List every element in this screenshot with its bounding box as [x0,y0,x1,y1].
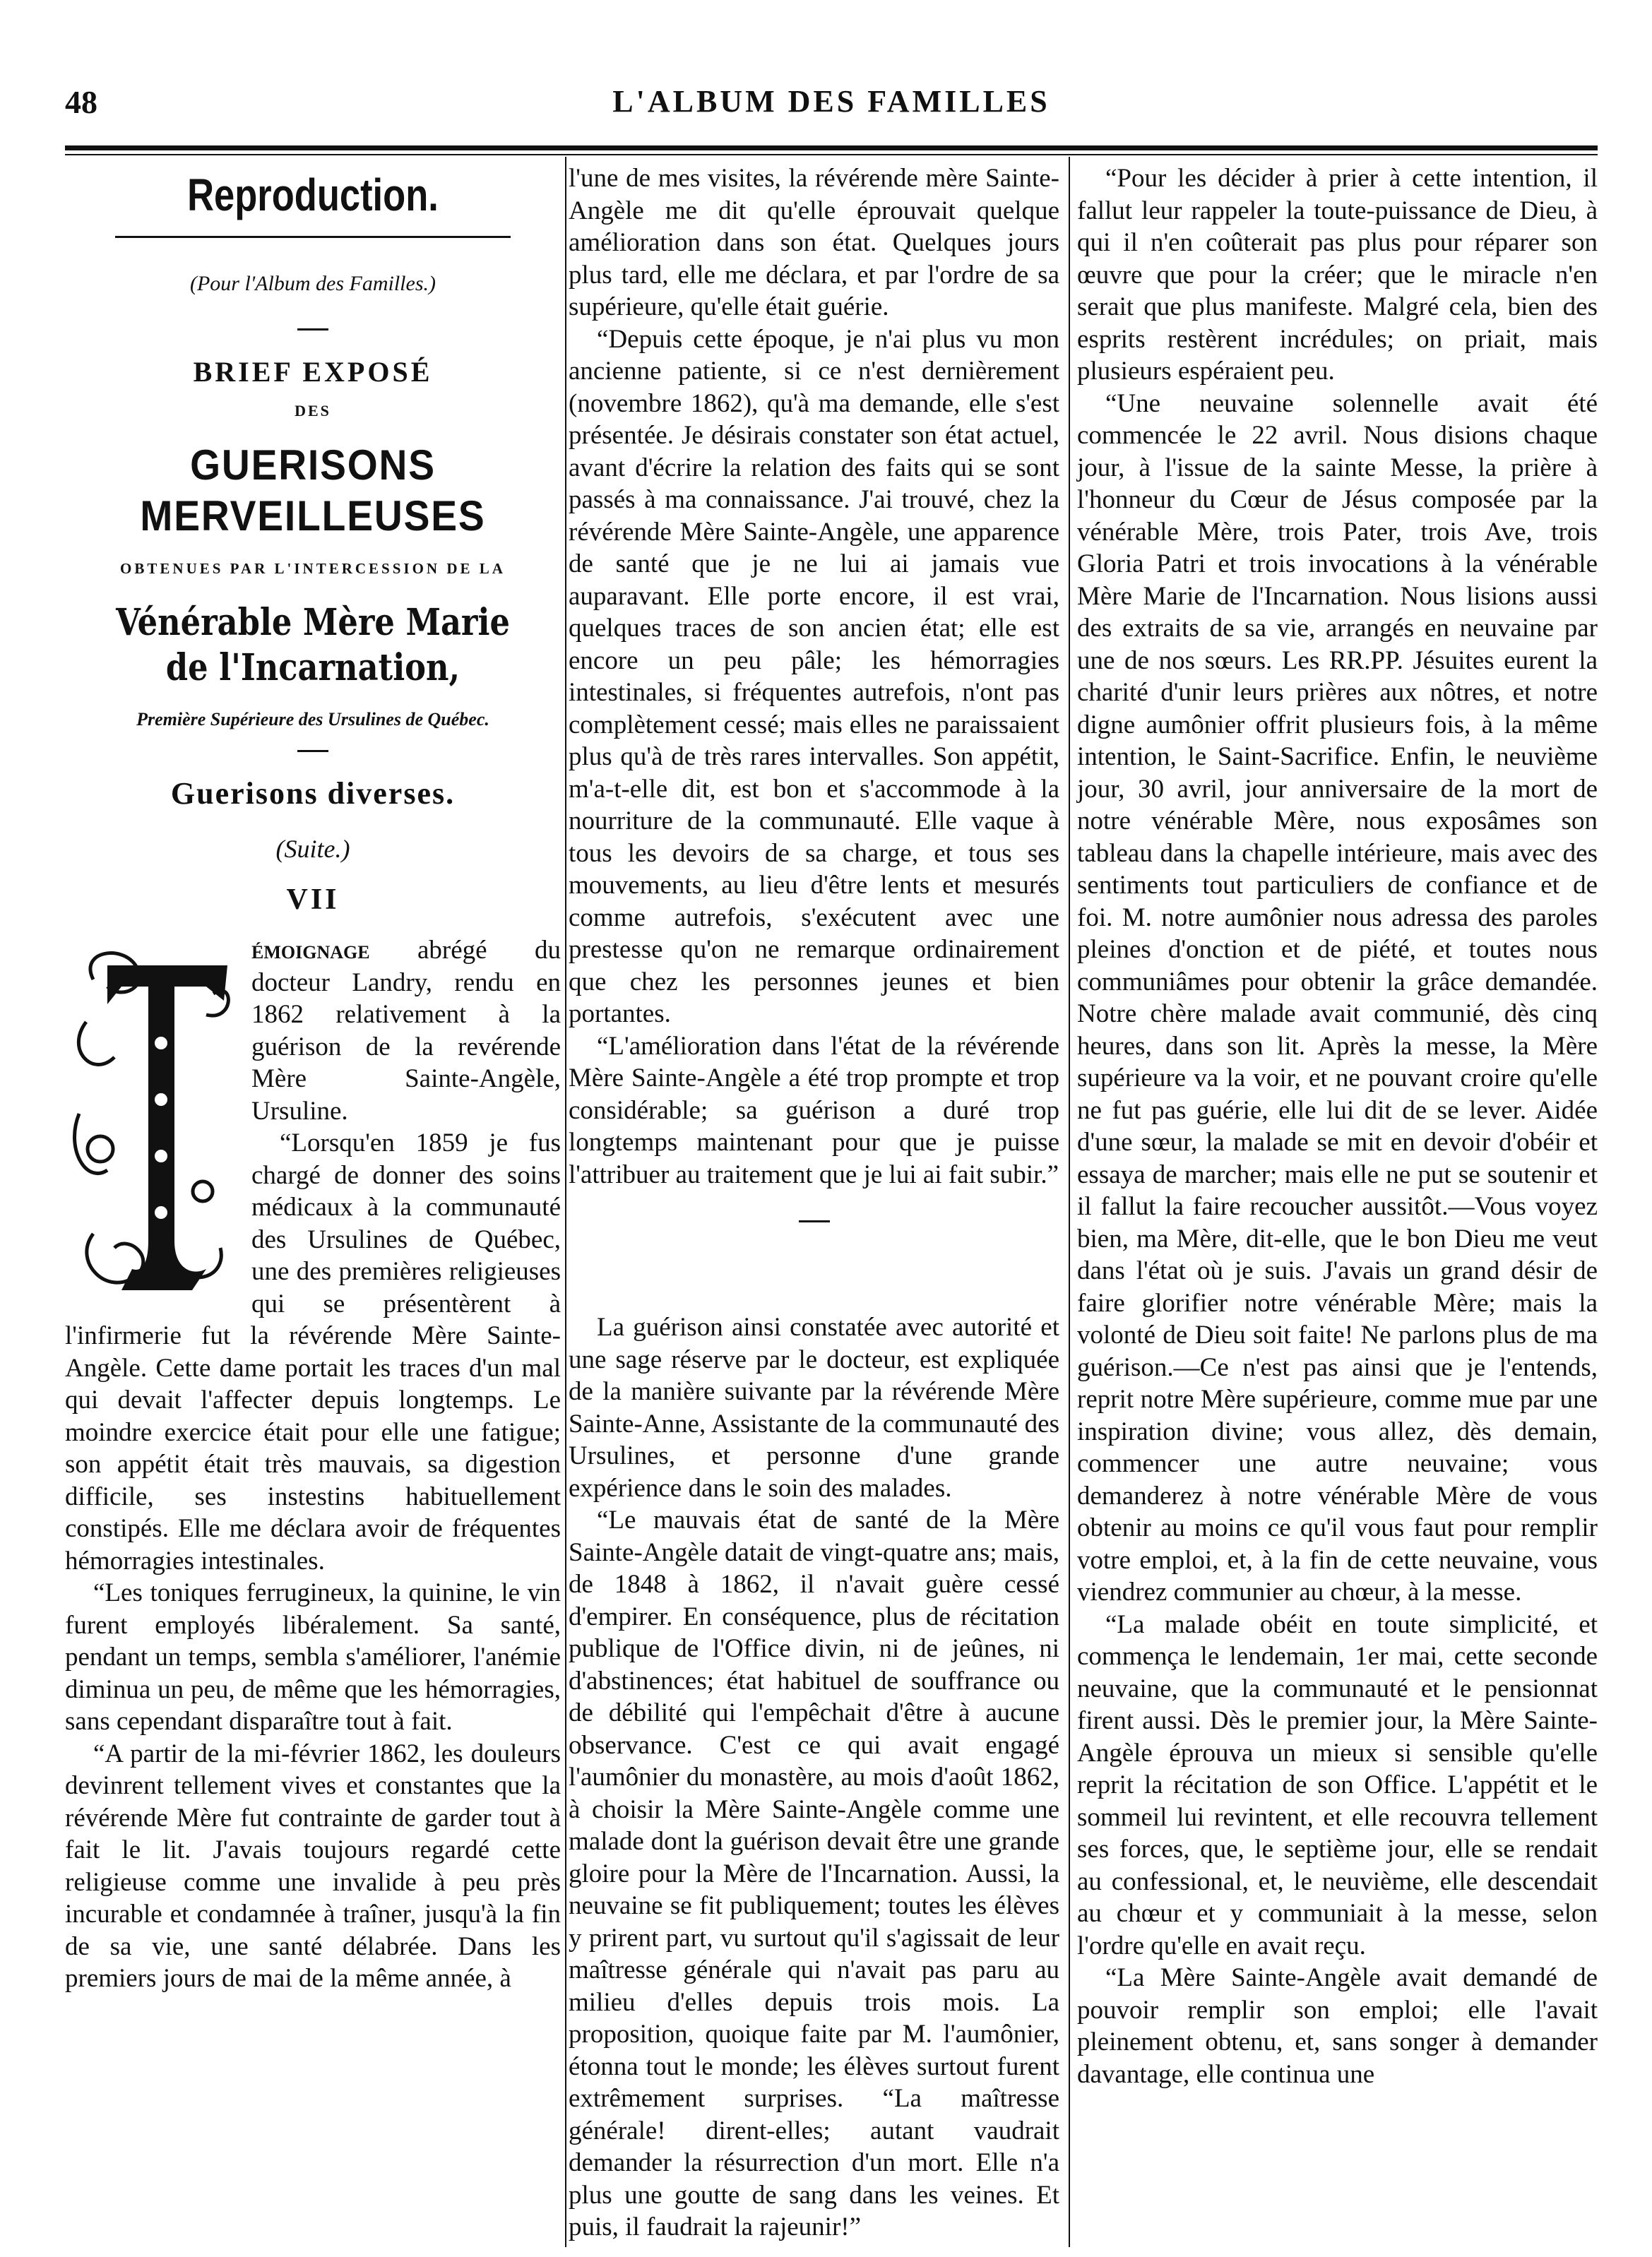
body-paragraph: “Une neuvaine solennelle avait été commencée le 22 avril. Nous disions chaque jour, à l'issue de la sainte Messe, la prière à l'honneur du Cœur de Jésus composée par la vénérable Mère, trois Pater, trois Ave, trois Gloria Patri et trois invocations à la vénérable Mère Marie de l'Incarnation. Nous lisions aussi des extraits de sa vie, arrangés en neuvaine par une de nos sœurs. Les RR.PP. Jésuites eurent la charité d'unir leurs prières aux nôtres, et notre digne aumônier offrit plusieurs fois, à la même intention, le Saint-Sacrifice. Enfin, le neuvième jour, 30 avril, jour anniversaire de la mort de notre vénérable Mère, nous exposâmes son tableau dans la chapelle intérieure, mais avec des sentiments tout particuliers de confiance et de foi. M. notre aumônier nous adressa des paroles pleines d'onction et de piété, et toutes nous communiâmes pour obtenir la grâce demandée. Notre chère malade avait communié, dès cinq heures, dans son lit. Après la messe, la Mère supérieure va la voir, et ne pouvant croire qu'elle ne fut pas guérie, elle lui dit de se lever. Aidée d'une sœur, la malade se mit en devoir d'obéir et essaya de marcher; mais elle ne put se soutenir et il fallut la faire recoucher aussitôt.—Vous voyez bien, ma Mère, dit-elle, que le bon Dieu me veut dans l'état où je suis. J'avais un grand désir de faire glorifier notre vénérable Mère; mais la volonté de Dieu soit faite! Ne parlons plus de ma guérison.—Ce n'est pas ainsi que je l'entends, reprit notre Mère supérieure, comme mue par une inspiration divine; vous allez, dès demain, commencer une autre neuvaine; vous demanderez à notre vénérable Mère de vous obtenir au moins ce qu'il vous faut pour remplir votre emploi, et, à la fin de cette neuvaine, vous viendrez communier au chœur, à la messe. [1077,388,1598,1607]
separator-dash [297,328,328,330]
body-paragraph: “La malade obéit en toute simplicité, et commença le lendemain, 1er mai, cette seconde neuvaine, que la communauté et le pensionnat firent aussi. Dès le premier jour, la Mère Sainte-Angèle éprouva un mieux si sensible qu'elle reprit la récitation de son Office. L'appétit et le sommeil lui revintent, et elle recouvra tellement ses forces, que, le septième jour, elle se rendait au confessional, et, le neuvième, elle descendait au chœur et y communiait à la messe, selon l'ordre qu'elle en avait reçu. [1077,1609,1598,1960]
column-divider [1069,157,1070,2247]
premiere-superieure-heading: Première Supérieure des Ursulines de Québec. [136,709,489,729]
source-note: (Pour l'Album des Familles.) [189,272,436,295]
suite-label: (Suite.) [275,835,350,863]
brief-expose-heading: BRIEF EXPOSÉ [193,355,433,388]
header-rule-thin [65,154,1598,155]
body-paragraph: “L'amélioration dans l'état de la révérende Mère Sainte-Angèle a été trop prompte et trop considérable; sa guérison a duré trop longtemps maintenant pour que je puisse l'attribuer au traitement que je lui ai fait subir.” [569,1031,1059,1189]
body-paragraph: “La Mère Sainte-Angèle avait demandé de pouvoir remplir son emploi; elle l'avait pleinement obtenu, et, sans songer à demander davantage, elle continua une [1077,1963,1598,2089]
body-paragraph: La guérison ainsi constatée avec autorité et une sage réserve par le docteur, est expliquée de la manière suivante par la révérende Mère Sainte-Anne, Assistante de la communauté des Ursulines, et personne d'une grande expérience dans le soin des malades. [569,1313,1059,1503]
title-rule [115,236,511,238]
header-rule [65,145,1598,150]
separator-dash [297,750,328,752]
intro-smallcaps: émoignage [251,936,370,965]
body-paragraph: “Depuis cette époque, je n'ai plus vu mon ancienne patiente, si ce n'est dernièrement (novembre 1862), qu'à ma demande, elle s'est présentée. Je désirais constater son état actuel, avant d'écrire la relation des faits qui se sont passés à ma connaissance. J'ai trouvé, chez la révérende Mère Sainte-Angèle, une apparence de santé que je ne lui ai jamais vue auparavant. Elle porte encore, il est vrai, quelques traces de son ancien état; elle est encore un peu pâle; les hémorragies intestinales, si fréquentes autrefois, n'ont pas complètement cessé; mais elles ne paraissaient plus qu'à de très rares intervalles. Son appétit, m'a-t-elle dit, est bon et s'accommode à la nourriture de la communauté. Elle vaque à tous les devoirs de sa charge, et tous ses mouvements, au lieu d'être lents et mesurés comme autrefois, s'exécutent avec une prestesse qu'on ne remarque ordinairement que chez les personnes jeunes et bien portantes. [569,324,1059,1028]
body-paragraph: “A partir de la mi-février 1862, les douleurs devinrent tellement vives et constantes que la révérende Mère fut contrainte de garder tout à fait le lit. J'avais toujours regardé cette religieuse comme une invalide à peu près incurable et condamnée à traîner, jusqu'à la fin de sa vie, une santé délabrée. Dans les premiers jours de mai de la même année, à [65,1739,561,1993]
section-title: Reproduction. [187,169,439,220]
body-paragraph: “Les toniques ferrugineux, la quinine, le vin furent employés libéralement. Sa santé, pendant un temps, sembla s'améliorer, l'anémie diminua un peu, de même que les hémorragies, sans cependant disparaître tout à fait. [65,1578,561,1736]
body-paragraph: “Lorsqu'en 1859 je fus chargé de donner des soins médicaux à la communauté des Ursulines de Québec, une des premières religieuses qui se présentèrent à l'infirmerie fut la révérende Mère Sainte-Angèle. Cette dame portait les traces d'un mal qui devait l'affecter depuis longtemps. Le moindre exercice était pour elle une fatigue; son appétit était très mauvais, sa digestion difficile, ses instestins habituellement constipés. Elle me déclara avoir de fréquentes hémorragies intestinales. [65,1128,561,1576]
spacer [569,1248,1059,1311]
page-number: 48 [65,84,97,120]
chapter-number: VII [286,883,340,916]
spacer [569,1191,1059,1212]
obtenues-heading: OBTENUES PAR L'INTERCESSION DE LA [120,559,506,577]
column-3 [1077,162,1598,2090]
guerisons-heading: GUERISONS MERVEILLEUSES [140,441,486,540]
body-paragraph: l'une de mes visites, la révérende mère Sainte-Angèle me dit qu'elle éprouvait quelque amélioration dans son état. Quelques jours plus tard, elle me déclara, et par l'ordre de sa supérieure, qu'elle était guérie. [569,164,1059,321]
column-2 [569,162,1059,2244]
body-paragraph: “Le mauvais état de santé de la Mère Sainte-Angèle datait de vingt-quatre ans; mais, de 1848 à 1862, il n'avait guère cessé d'empirer. En conséquence, plus de récitation publique de l'Office divin, ni de jeûnes, ni d'abstinences; état habituel de souffrance ou de débilité qui l'empêchait d'être à aucune observance. C'est ce qui avait engagé l'aumônier du monastère, au mois d'août 1862, à choisir la Mère Sainte-Angèle comme une malade dont la guérison devait être une grande gloire pour la Mère de l'Incarnation. Aussi, la neuvaine se fit publiquement; toutes les élèves y prirent part, vu surtout qu'il s'agissait de leur maîtresse générale qui n'avait pas paru au milieu d'elles depuis trois mois. La proposition, quoique faite par M. l'aumônier, étonna tout le monde; les élèves surtout furent extrêmement surprises. “La maîtresse générale! dirent-elles; autant vaudrait demander la résurrection d'un mort. Elle n'a plus une goutte de sang dans les veines. Et puis, il faudrait la rajeunir!” [569,1506,1059,2241]
column-1 [65,162,561,1995]
des-heading: DES [295,402,331,419]
venerable-heading: Vénérable Mère Marie de l'Incarnation, [116,601,510,689]
guerisons-diverses-heading: Guerisons diverses. [170,775,456,811]
running-title: L'ALBUM DES FAMILLES [612,84,1050,119]
body-paragraph: “Pour les décider à prier à cette intention, il fallut leur rappeler la toute-puissance de Dieu, à qui il n'en coûterait pas plus pour réparer son œuvre que pour la créer; que le miracle n'en serait que plus manifeste. Malgré cela, bien des esprits restèrent incrédules; on priait, mais plusieurs espéraient peu. [1077,164,1598,386]
intro-text: abrégé du docteur Landry, rendu en 1862 relativement à la guérison de la revérende Mère Sainte-Angèle, Ursuline. [251,936,561,1126]
column-divider [565,157,566,2247]
ornamental-initial-icon [65,937,242,1311]
ornamental-dropcap [65,937,242,1311]
page-header [65,83,1598,140]
separator-dash [799,1220,830,1222]
